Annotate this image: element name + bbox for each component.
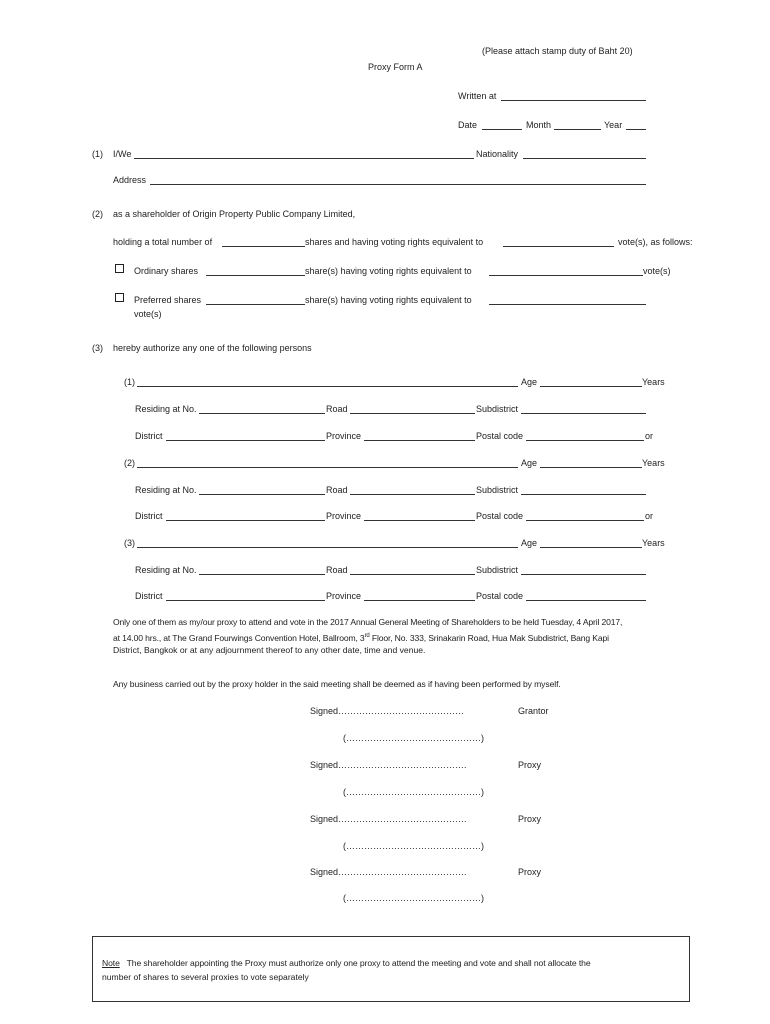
person-3-residing-label: Residing at No. [135, 565, 197, 575]
name-field[interactable] [134, 158, 474, 159]
person-2-road-label: Road [326, 485, 348, 495]
person-2-age-label: Age [521, 458, 538, 468]
person-2-postal-field[interactable] [526, 520, 644, 521]
month-field[interactable] [554, 129, 601, 130]
person-3-subdistrict-field[interactable] [521, 574, 646, 575]
ordinary-votes-label: vote(s) [643, 266, 671, 276]
grantor-role-label: Grantor [518, 706, 549, 716]
person-2-years-label: Years [642, 458, 665, 468]
person-3-name-field[interactable] [137, 547, 518, 548]
preferred-shares-field[interactable] [206, 304, 305, 305]
proxy-3-role-label: Proxy [518, 867, 542, 877]
grantor-name-parenthesis[interactable]: (………………………………………) [343, 733, 484, 743]
person-2-postal-label: Postal code [476, 511, 524, 521]
address-field[interactable] [150, 184, 646, 185]
person-3-road-field[interactable] [350, 574, 475, 575]
person-1-district-label: District [135, 431, 163, 441]
proxy-1-signature-line[interactable]: Signed……………………………………. [310, 760, 467, 770]
iwe-label: I/We [113, 149, 132, 159]
proxy-2-role-label: Proxy [518, 814, 542, 824]
person-3-house-field[interactable] [199, 574, 325, 575]
meeting-text-line-3: District, Bangkok or at any adjournment thereof to any other date, time and venue. [113, 645, 426, 655]
authorize-statement: hereby authorize any one of the following persons [113, 343, 312, 353]
person-1-province-label: Province [326, 431, 362, 441]
written-at-field[interactable] [501, 100, 646, 101]
proxy-2-name-parenthesis[interactable]: (………………………………………) [343, 841, 484, 851]
holding-voting-label: shares and having voting rights equivalent to [305, 237, 484, 247]
person-3-years-label: Years [642, 538, 665, 548]
note-text-1: The shareholder appointing the Proxy must authorize only one proxy to attend the meeting and vote and shall not allocate the [126, 958, 591, 968]
person-1-district-field[interactable] [166, 440, 325, 441]
person-1-subdistrict-field[interactable] [521, 413, 646, 414]
note-line-1 [102, 958, 591, 969]
person-1-years-label: Years [642, 377, 665, 387]
person-2-road-field[interactable] [350, 494, 475, 495]
person-2-subdistrict-label: Subdistrict [476, 485, 519, 495]
person-1-road-label: Road [326, 404, 348, 414]
section-3-number: (3) [92, 343, 103, 353]
preferred-voting-label: share(s) having voting rights equivalent to [305, 295, 472, 305]
written-at-label: Written at [458, 91, 497, 101]
date-field[interactable] [482, 129, 522, 130]
ordinary-votes-field[interactable] [489, 275, 643, 276]
ordinary-voting-label: share(s) having voting rights equivalent to [305, 266, 472, 276]
ordinary-shares-label: Ordinary shares [134, 266, 199, 276]
form-title: Proxy Form A [368, 62, 423, 72]
nationality-field[interactable] [523, 158, 646, 159]
person-1-postal-label: Postal code [476, 431, 524, 441]
meeting-text-line-2a: at 14.00 hrs., at The Grand Fourwings Convention Hotel, Ballroom, 3 [113, 632, 365, 643]
person-2-name-field[interactable] [137, 467, 518, 468]
section-2-number: (2) [92, 209, 103, 219]
meeting-text-line-2 [113, 631, 609, 644]
person-3-postal-label: Postal code [476, 591, 524, 601]
proxy-3-name-parenthesis[interactable]: (………………………………………) [343, 893, 484, 903]
preferred-votes-label: vote(s) [134, 309, 162, 319]
year-label: Year [604, 120, 623, 130]
person-3-number: (3) [124, 538, 135, 548]
person-1-province-field[interactable] [364, 440, 475, 441]
preferred-votes-field[interactable] [489, 304, 646, 305]
person-1-age-label: Age [521, 377, 538, 387]
proxy-2-signature-line[interactable]: Signed……………………………………. [310, 814, 467, 824]
proxy-3-signature-line[interactable]: Signed……………………………………. [310, 867, 467, 877]
meeting-text-line-2b: Floor, No. 333, Srinakarin Road, Hua Mak Subdistrict, Bang Kapi [369, 632, 609, 643]
person-2-number: (2) [124, 458, 135, 468]
person-2-age-field[interactable] [540, 467, 642, 468]
person-2-residing-label: Residing at No. [135, 485, 197, 495]
person-1-road-field[interactable] [350, 413, 475, 414]
person-3-postal-field[interactable] [526, 600, 646, 601]
floor-ordinal: rd [364, 633, 370, 639]
person-2-or-label: or [645, 511, 654, 521]
proxy-1-role-label: Proxy [518, 760, 542, 770]
person-2-subdistrict-field[interactable] [521, 494, 646, 495]
date-label: Date [458, 120, 478, 130]
section-1-number: (1) [92, 149, 103, 159]
total-votes-field[interactable] [503, 246, 614, 247]
person-2-province-label: Province [326, 511, 362, 521]
shareholder-statement: as a shareholder of Origin Property Public Company Limited, [113, 209, 356, 219]
holding-votes-label: vote(s), as follows: [618, 237, 693, 247]
person-2-district-label: District [135, 511, 163, 521]
address-label: Address [113, 175, 147, 185]
meeting-text-line-1: Only one of them as my/our proxy to attend and vote in the 2017 Annual General Meeting of Shareholders to be held Tuesday, 4 April 2017, [113, 617, 623, 627]
preferred-shares-label: Preferred shares [134, 295, 202, 305]
holding-label: holding a total number of [113, 237, 213, 247]
nationality-label: Nationality [476, 149, 519, 159]
person-2-district-field[interactable] [166, 520, 325, 521]
grantor-signature-line[interactable]: Signed…………………………………… [310, 706, 465, 716]
person-1-house-field[interactable] [199, 413, 325, 414]
person-1-residing-label: Residing at No. [135, 404, 197, 414]
person-3-district-label: District [135, 591, 163, 601]
ordinary-shares-checkbox[interactable] [115, 264, 124, 273]
ordinary-shares-field[interactable] [206, 275, 305, 276]
person-3-district-field[interactable] [166, 600, 325, 601]
note-label: Note [102, 958, 120, 968]
note-box [92, 936, 690, 1002]
person-3-age-field[interactable] [540, 547, 642, 548]
year-field[interactable] [626, 129, 646, 130]
person-1-name-field[interactable] [137, 386, 518, 387]
total-shares-field[interactable] [222, 246, 305, 247]
person-1-subdistrict-label: Subdistrict [476, 404, 519, 414]
person-1-age-field[interactable] [540, 386, 642, 387]
person-3-age-label: Age [521, 538, 538, 548]
person-3-province-field[interactable] [364, 600, 475, 601]
preferred-shares-checkbox[interactable] [115, 293, 124, 302]
business-statement: Any business carried out by the proxy holder in the said meeting shall be deemed as if having been performed by myself. [113, 679, 561, 689]
person-2-province-field[interactable] [364, 520, 475, 521]
person-1-number: (1) [124, 377, 135, 387]
month-label: Month [526, 120, 552, 130]
person-1-or-label: or [645, 431, 654, 441]
proxy-1-name-parenthesis[interactable]: (………………………………………) [343, 787, 484, 797]
stamp-duty-note: (Please attach stamp duty of Baht 20) [482, 46, 633, 56]
person-3-road-label: Road [326, 565, 348, 575]
person-3-subdistrict-label: Subdistrict [476, 565, 519, 575]
person-3-province-label: Province [326, 591, 362, 601]
note-line-2: number of shares to several proxies to vote separately [102, 972, 309, 982]
person-2-house-field[interactable] [199, 494, 325, 495]
person-1-postal-field[interactable] [526, 440, 644, 441]
